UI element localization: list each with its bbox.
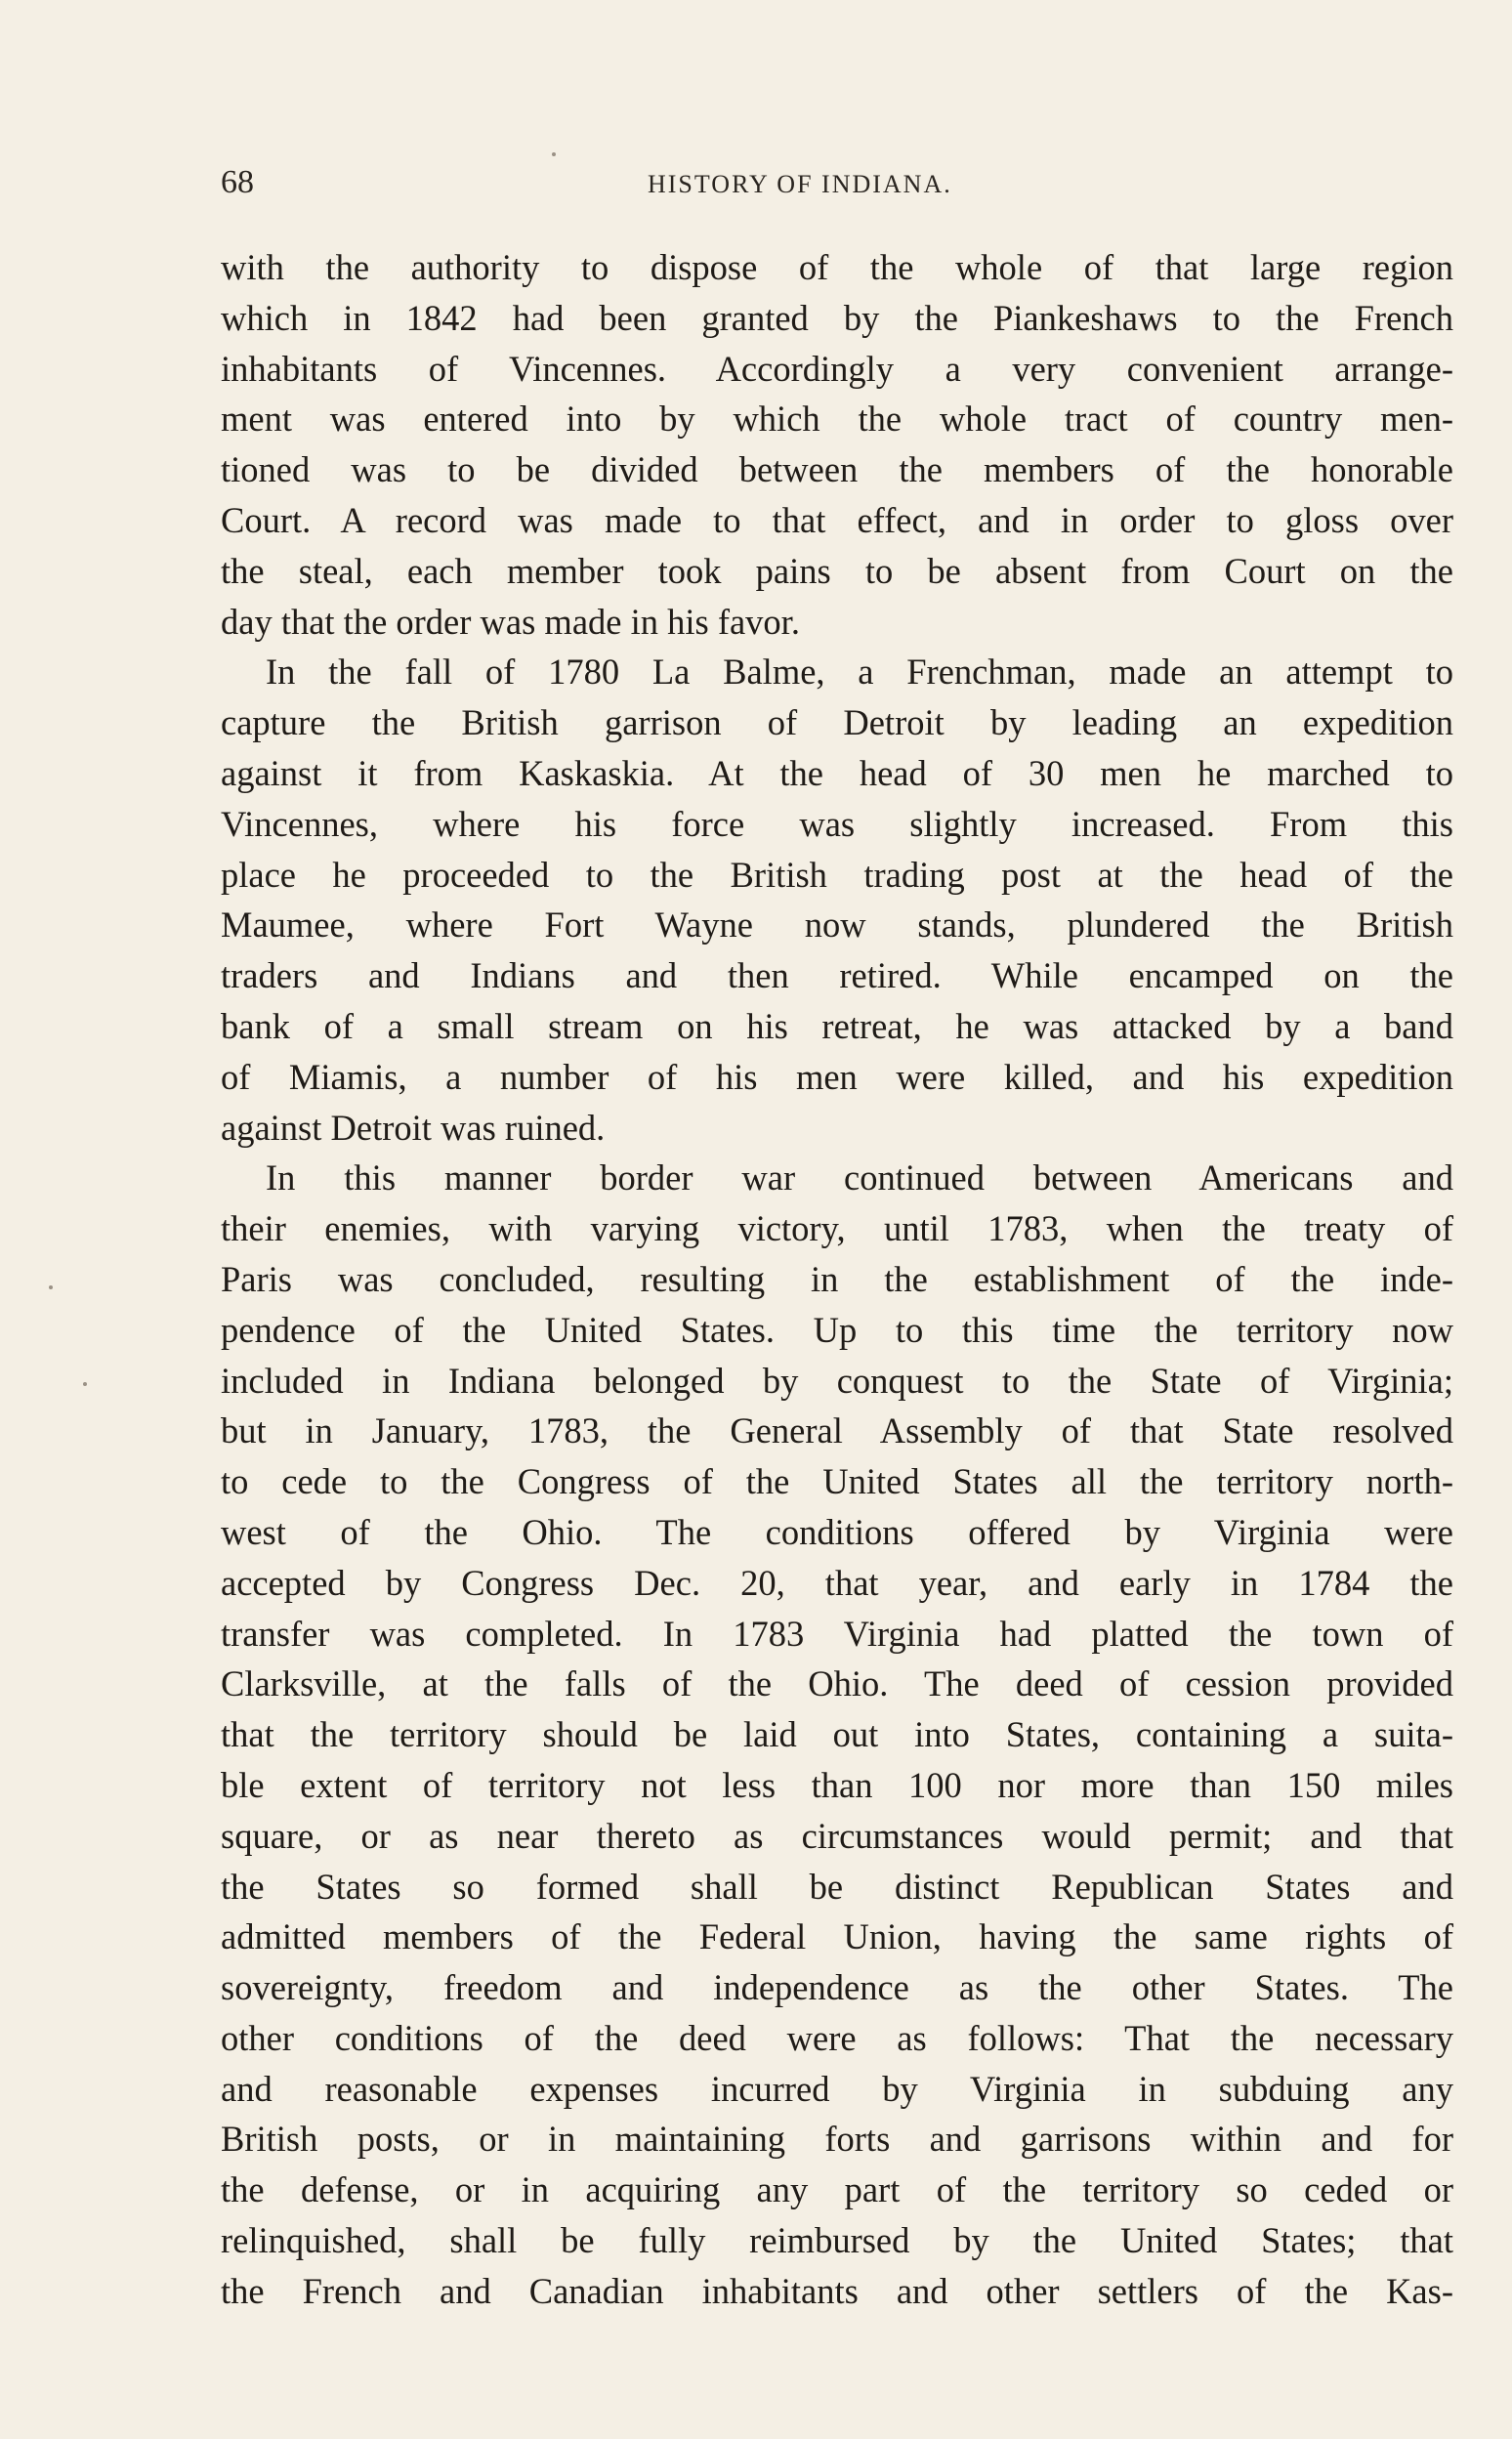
text-line: but in January, 1783, the General Assembly of that State resolved <box>221 1410 1453 1451</box>
text-line: west of the Ohio. The conditions offered by Virginia were <box>221 1511 1453 1552</box>
page-speck <box>83 1382 87 1386</box>
body-text <box>221 242 1453 2317</box>
text-line: Court. A record was made to that effect, and in order to gloss over <box>221 499 1453 540</box>
text-line: which in 1842 had been granted by the Piankeshaws to the French <box>221 297 1453 338</box>
text-line: relinquished, shall be fully reimbursed by the United States; that <box>221 2220 1453 2261</box>
text-line: Clarksville, at the falls of the Ohio. The deed of cession provided <box>221 1663 1453 1704</box>
text-line: British posts, or in maintaining forts and garrisons within and for <box>221 2119 1453 2160</box>
text-line: that the territory should be laid out into States, containing a suita- <box>221 1714 1453 1755</box>
text-line: In the fall of 1780 La Balme, a Frenchman, made an attempt to <box>266 652 1453 693</box>
page-number: 68 <box>221 164 254 200</box>
text-line: Paris was concluded, resulting in the establishment of the inde- <box>221 1258 1453 1299</box>
text-line: the French and Canadian inhabitants and other settlers of the Kas- <box>221 2270 1453 2311</box>
text-line: included in Indiana belonged by conquest to the State of Virginia; <box>221 1360 1453 1401</box>
text-line: square, or as near thereto as circumstances would permit; and that <box>221 1815 1453 1856</box>
text-line: ble extent of territory not less than 100 nor more than 150 miles <box>221 1764 1453 1805</box>
running-head: HISTORY OF INDIANA. <box>648 170 952 198</box>
text-line: ment was entered into by which the whole tract of country men- <box>221 399 1453 440</box>
text-line: day that the order was made in his favor. <box>221 601 800 642</box>
text-line: other conditions of the deed were as follows: That the necessary <box>221 2017 1453 2058</box>
text-line: admitted members of the Federal Union, having the same rights of <box>221 1916 1453 1957</box>
text-line: with the authority to dispose of the whole of that large region <box>221 247 1453 287</box>
text-line: inhabitants of Vincennes. Accordingly a very convenient arrange- <box>221 348 1453 389</box>
text-line: place he proceeded to the British trading post at the head of the <box>221 854 1453 895</box>
text-line: traders and Indians and then retired. While encamped on the <box>221 955 1453 996</box>
text-line: bank of a small stream on his retreat, he was attacked by a band <box>221 1005 1453 1046</box>
text-line: transfer was completed. In 1783 Virginia had platted the town of <box>221 1613 1453 1654</box>
page-speck <box>552 152 556 156</box>
text-line: Vincennes, where his force was slightly increased. From this <box>221 803 1453 844</box>
text-line: to cede to the Congress of the United States all the territory north- <box>221 1461 1453 1502</box>
text-line: accepted by Congress Dec. 20, that year, and early in 1784 the <box>221 1562 1453 1603</box>
text-line: tioned was to be divided between the members of the honorable <box>221 449 1453 490</box>
text-line: the defense, or in acquiring any part of the territory so ceded or <box>221 2169 1453 2210</box>
text-line: In this manner border war continued between Americans and <box>266 1157 1453 1198</box>
text-line: the States so formed shall be distinct Republican States and <box>221 1866 1453 1907</box>
text-line: their enemies, with varying victory, until 1783, when the treaty of <box>221 1208 1453 1249</box>
text-line: sovereignty, freedom and independence as the other States. The <box>221 1967 1453 2008</box>
text-line: capture the British garrison of Detroit by leading an expedition <box>221 702 1453 743</box>
text-line: of Miamis, a number of his men were killed, and his expedition <box>221 1056 1453 1097</box>
page-header <box>221 164 1461 213</box>
text-line: and reasonable expenses incurred by Virginia in subduing any <box>221 2068 1453 2109</box>
text-line: against it from Kaskaskia. At the head of 30 men he marched to <box>221 752 1453 793</box>
text-line: against Detroit was ruined. <box>221 1107 606 1148</box>
page-speck <box>49 1285 53 1289</box>
text-line: Maumee, where Fort Wayne now stands, plundered the British <box>221 904 1453 946</box>
text-line: pendence of the United States. Up to this time the territory now <box>221 1309 1453 1350</box>
text-line: the steal, each member took pains to be absent from Court on the <box>221 550 1453 591</box>
